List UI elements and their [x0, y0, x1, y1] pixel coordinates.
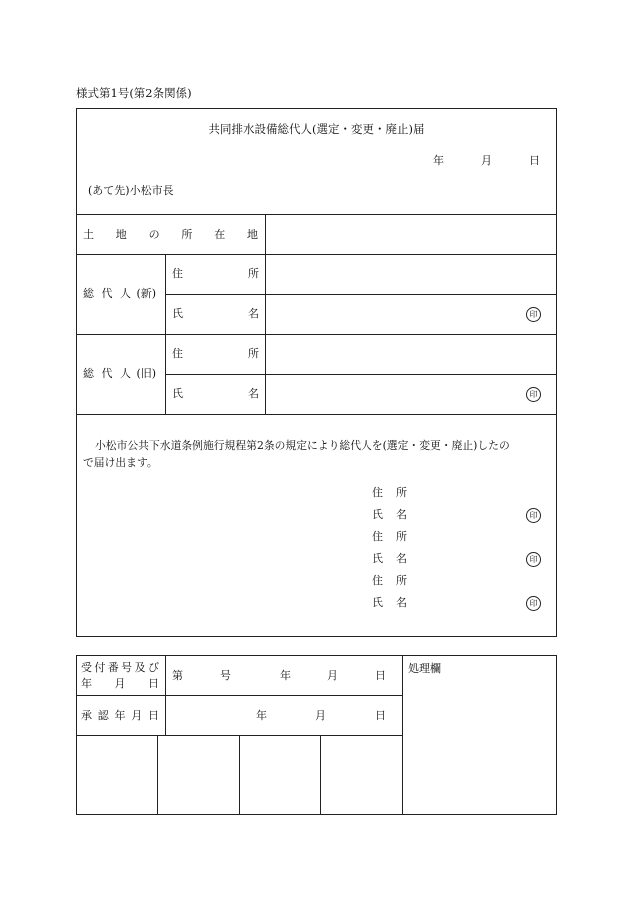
- old-rep-name-label: 氏 名: [172, 387, 259, 400]
- land-location-label: 土 地 の 所 在 地: [83, 228, 258, 241]
- applicant-label-a: 住: [372, 530, 383, 543]
- old-rep-label: 総 代 人 (旧): [83, 367, 157, 380]
- applicant-label-a: 氏: [372, 508, 383, 521]
- new-rep-name-label: 氏 名: [172, 307, 259, 320]
- applicant-label-b: 所: [396, 530, 407, 543]
- applicant-label-b: 所: [396, 486, 407, 499]
- new-rep-name-field[interactable]: [266, 295, 556, 334]
- seal-mark: 印: [526, 307, 541, 322]
- new-rep-address-label: 住 所: [172, 267, 259, 280]
- date-month: 月: [481, 154, 492, 167]
- stamp-cell-1[interactable]: [77, 736, 157, 814]
- processing-label: 処理欄: [408, 662, 441, 675]
- old-rep-address-label: 住 所: [172, 347, 259, 360]
- new-rep-address-field[interactable]: [266, 255, 556, 294]
- receipt-label-line-1: 受 付 番 号 及 び: [81, 661, 159, 674]
- seal-mark: 印: [526, 596, 541, 611]
- addressee: (あて先)小松市長: [88, 184, 174, 197]
- land-location-field[interactable]: [266, 215, 556, 254]
- receipt-label-line-2: 年 月 日: [81, 677, 159, 690]
- form-number: 様式第1号(第2条関係): [76, 86, 192, 100]
- date-day: 日: [529, 154, 540, 167]
- statement-line-2: で届け出ます。: [83, 456, 158, 469]
- applicant-label-a: 氏: [372, 552, 383, 565]
- applicant-label-b: 所: [396, 574, 407, 587]
- stamp-cell-2[interactable]: [158, 736, 239, 814]
- date-year: 年: [433, 154, 444, 167]
- approval-label: 承 認 年 月 日: [81, 709, 159, 722]
- seal-mark: 印: [526, 387, 541, 402]
- seal-mark: 印: [526, 552, 541, 567]
- form-title: 共同排水設備総代人(選定・変更・廃止)届: [208, 122, 425, 136]
- applicant-label-b: 名: [396, 596, 407, 609]
- applicant-label-a: 住: [372, 486, 383, 499]
- old-rep-name-field[interactable]: [266, 375, 556, 414]
- applicant-label-b: 名: [396, 508, 407, 521]
- applicant-label-b: 名: [396, 552, 407, 565]
- stamp-cell-3[interactable]: [240, 736, 320, 814]
- applicant-label-a: 氏: [372, 596, 383, 609]
- stamp-cell-4[interactable]: [321, 736, 402, 814]
- statement-line-1: 小松市公共下水道条例施行規程第2条の規定により総代人を(選定・変更・廃止)したの: [95, 439, 510, 452]
- applicant-label-a: 住: [372, 574, 383, 587]
- old-rep-address-field[interactable]: [266, 335, 556, 374]
- seal-mark: 印: [526, 508, 541, 523]
- new-rep-label: 総 代 人 (新): [83, 287, 157, 300]
